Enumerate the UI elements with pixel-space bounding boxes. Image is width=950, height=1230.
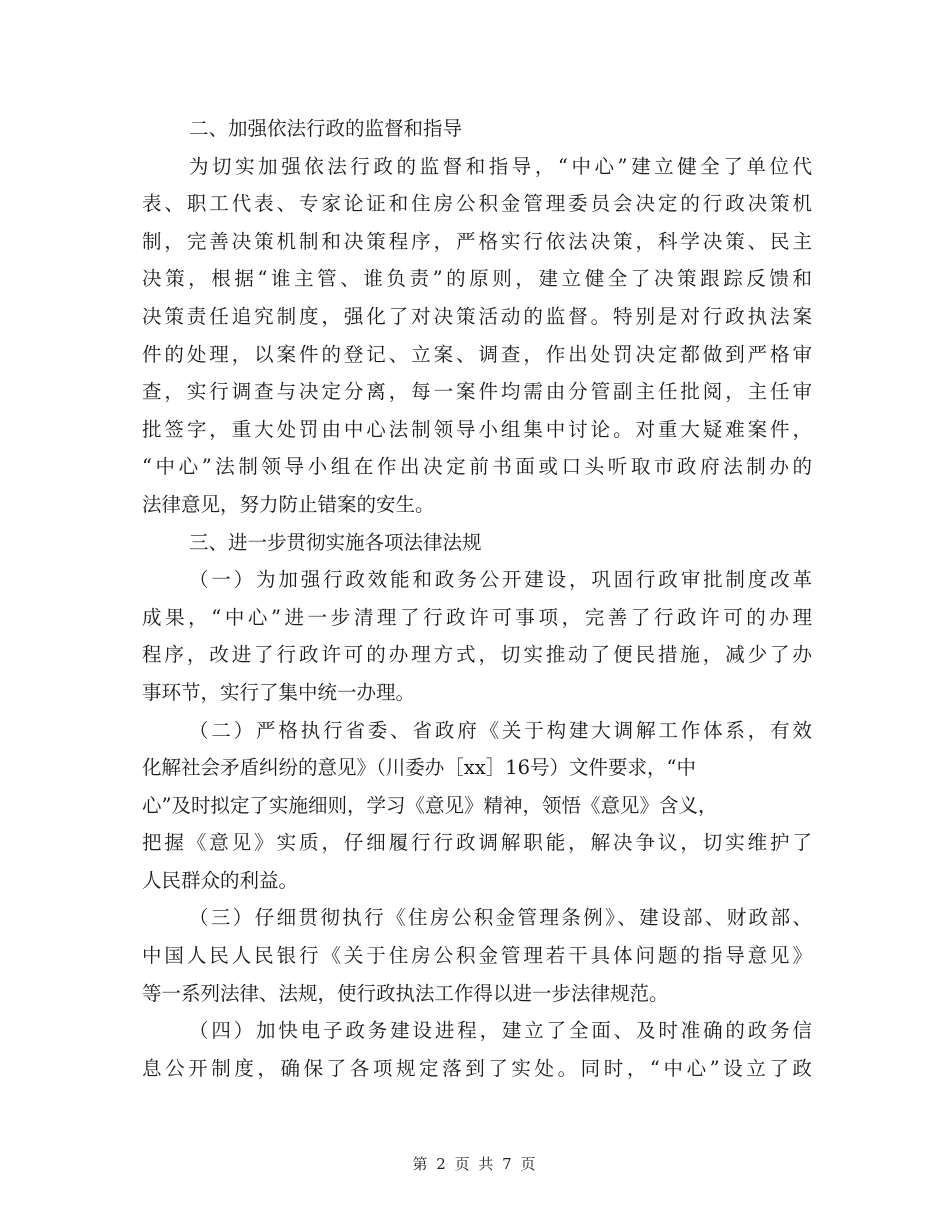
paragraph-line: 决策，根据“谁主管、谁负责”的原则，建立健全了决策跟踪反馈和 — [142, 267, 812, 291]
paragraph-line: 中国人民人民银行《关于住房公积金管理若干具体问题的指导意见》 — [142, 944, 812, 968]
paragraph-line: （一）为加强行政效能和政务公开建设，巩固行政审批制度改革 — [189, 568, 812, 592]
section-heading-3: 三、进一步贯彻实施各项法律法规 — [189, 530, 482, 554]
paragraph-line: “中心”法制领导小组在作出决定前书面或口头听取市政府法制办的 — [142, 455, 812, 479]
paragraph-line: 等一系列法律、法规，使行政执法工作得以进一步法律规范。 — [142, 981, 669, 1005]
document-body — [142, 110, 812, 1087]
paragraph-line: （四）加快电子政务建设进程，建立了全面、及时准确的政务信 — [189, 1019, 812, 1043]
section-heading-2: 二、加强依法行政的监督和指导 — [189, 117, 463, 140]
paragraph-line: 程序，改进了行政许可的办理方式，切实推动了便民措施，减少了办 — [142, 643, 812, 667]
paragraph-line: （三）仔细贯彻执行《住房公积金管理条例》、建设部、财政部、 — [189, 906, 812, 930]
paragraph-line: 法律意见，努力防止错案的安生。 — [142, 492, 435, 516]
paragraph-line: 查，实行调查与决定分离，每一案件均需由分管副主任批阅，主任审 — [142, 380, 812, 404]
paragraph-line: 决策责任追究制度，强化了对决策活动的监督。特别是对行政执法案 — [142, 304, 812, 328]
paragraph-line: 人民群众的利益。 — [142, 868, 299, 892]
paragraph-line: 成果，“中心”进一步清理了行政许可事项，完善了行政许可的办理 — [142, 605, 812, 629]
page-number-footer: 第 2 页 共 7 页 — [412, 1155, 538, 1173]
paragraph-line: 化解社会矛盾纠纷的意见》（川委办［xx］16号）文件要求，“中 — [142, 756, 697, 780]
paragraph-line: 制，完善决策机制和决策程序，严格实行依法决策，科学决策、民主 — [142, 229, 812, 253]
paragraph-line: 事环节，实行了集中统一办理。 — [142, 680, 416, 704]
paragraph-line: 件的处理，以案件的登记、立案、调查，作出处罚决定都做到严格审 — [142, 342, 812, 366]
paragraph-line: （二）严格执行省委、省政府《关于构建大调解工作体系，有效 — [189, 718, 812, 742]
paragraph-line: 批签字，重大处罚由中心法制领导小组集中讨论。对重大疑难案件， — [142, 417, 812, 441]
paragraph-line: 表、职工代表、专家论证和住房公积金管理委员会决定的行政决策机 — [142, 192, 812, 216]
paragraph-line: 心”及时拟定了实施细则，学习《意见》精神，领悟《意见》含义， — [142, 793, 718, 817]
paragraph-line: 息公开制度，确保了各项规定落到了实处。同时，“中心”设立了政 — [142, 1056, 812, 1080]
paragraph-line: 为切实加强依法行政的监督和指导，“中心”建立健全了单位代 — [189, 154, 812, 178]
paragraph-line: 把握《意见》实质，仔细履行行政调解职能，解决争议，切实维护了 — [142, 831, 812, 855]
